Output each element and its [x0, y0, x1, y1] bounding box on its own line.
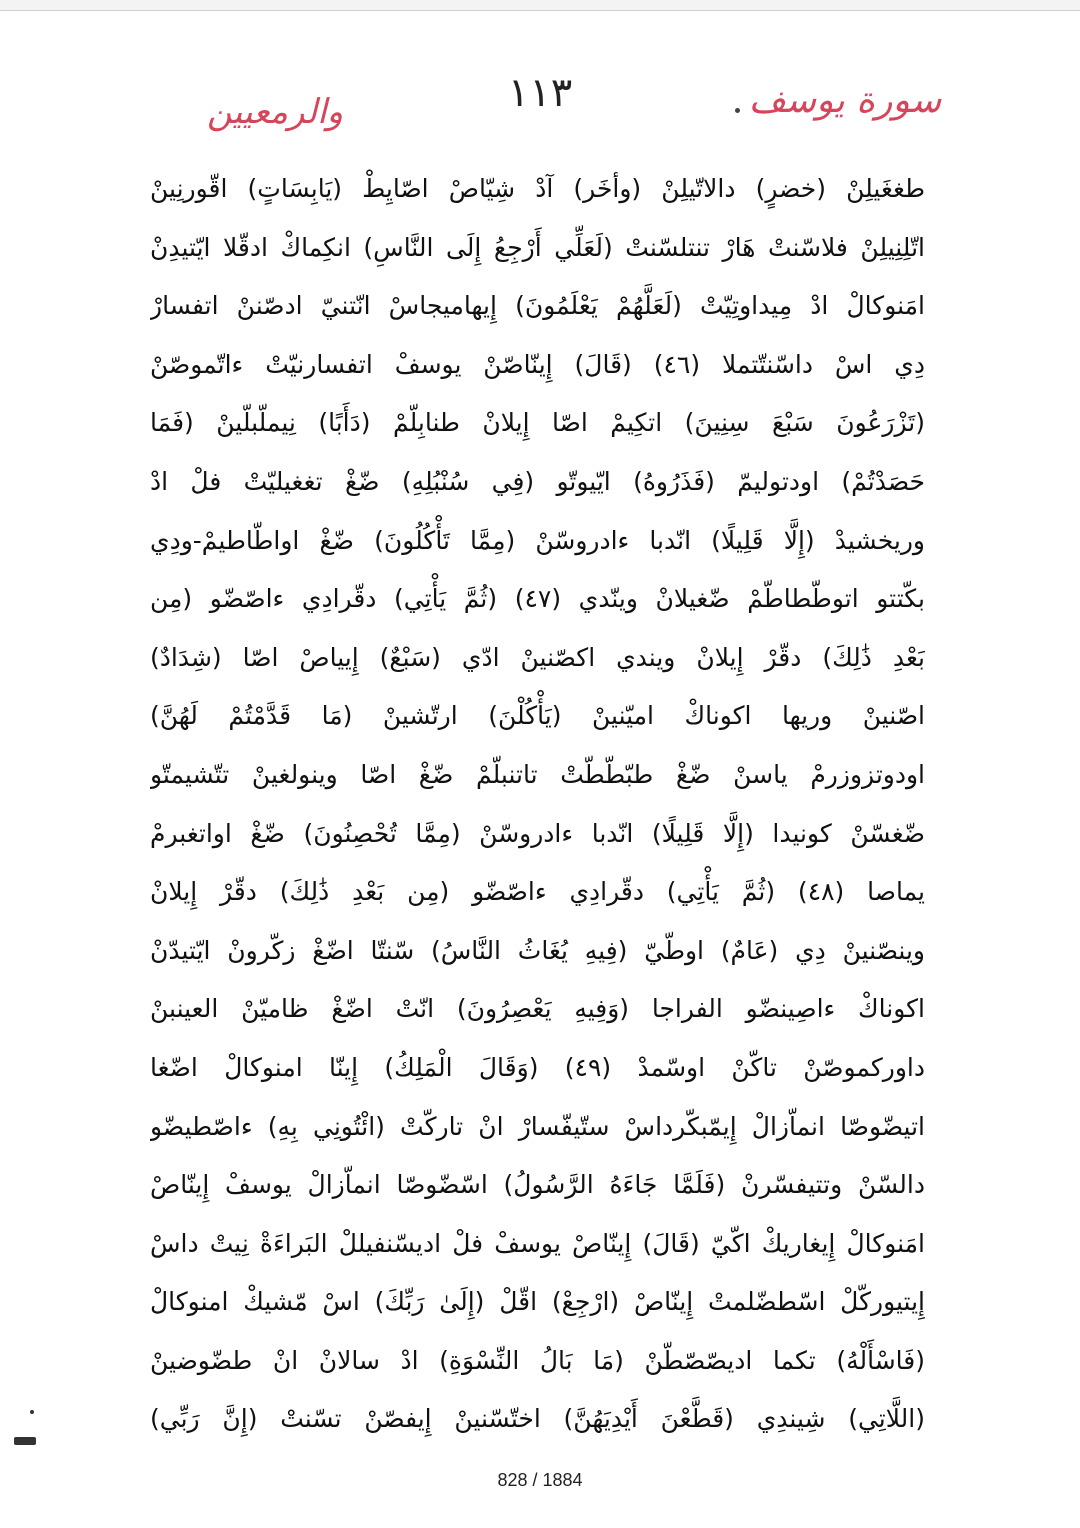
text-line: اصّنينْ وريها اكوناكْ اميّنينْ (يَأْكُلْنَ) ارتّشينْ (مَا قَدَّمْتُمْ لَهُنَّ) [150, 701, 925, 731]
text-line: يماصا (٤٨) (ثُمَّ يَأْتِي) دقّرادِي ءاصّضّو (مِن بَعْدِ ذَٰلِكَ) دقّرْ إِيلانْ [150, 877, 925, 907]
page-counter: 828 / 1884 [497, 1470, 583, 1490]
text-line: دالسّنْ وتتيفسّرنْ (فَلَمَّا جَاءَهُ الرَّسُولُ) اسّضّوصّا انماّزالْ يوسفْ إِينّاصْ [150, 1170, 925, 1200]
handwritten-margin-note: والرمعيين [207, 92, 343, 132]
text-line: وريخشيدْ (إِلَّا قَلِيلًا) انّدبا ءادروسّنْ (مِمَّا تَأْكُلُونَ) ضّغْ اواطّاطيمْ-ودِي [150, 525, 925, 555]
text-line: اتّلِنِيلِنْ فلاسّنتْ هَارْ تنتلسّنتْ (لَعَلِّي أَرْجِعُ إِلَى النَّاسِ) انكِماكْ ادقّلا ايّتيدِنْ [150, 232, 925, 262]
text-body [150, 160, 925, 1434]
text-line: دِي اسْ داسّنتّتملا (٤٦) (قَالَ) إِينّاصّنْ يوسفْ اتفسارنيّتْ ءاتّموصّنْ [150, 349, 925, 379]
dot-mark [735, 108, 740, 113]
text-line: داوركموصّنْ تاكّنْ اوسّمدْ (٤٩) (وَقَالَ الْمَلِكُ) إِينّا امنوكالْ اضّغا [150, 1052, 925, 1082]
text-line: بكّتتو اتوطّطاطّمْ ضّغيلانْ وينّدي (٤٧) (ثُمَّ يَأْتِي) دقّرادِي ءاصّضّو (مِن [150, 584, 925, 614]
text-line: ضّغسّنْ كونيدا (إِلَّا قَلِيلًا) انّدبا ءادروسّنْ (مِمَّا تُحْصِنُونَ) ضّغْ اواتغبرمْ [150, 818, 925, 848]
text-line: امَنوكالْ ادْ مِيداوتِيّتْ (لَعَلَّهُمْ يَعْلَمُونَ) إِيهاميجاسْ انّتنيّ ادصّننْ اتفسارْ [150, 291, 925, 321]
text-line: وينصّنينْ دِي (عَامٌ) اوطّيّ (فِيهِ يُغَاثُ النَّاسُ) سّنتّا اضّغْ زكّرونْ ايّتيدّنْ [150, 935, 925, 965]
page-top-edge [0, 0, 1080, 11]
text-line: طغغَيلِنْ (خضرٍ) دالاتّيلِنْ (وأخَر) آدْ شِيّاصْ اصّايِطْ (يَابِسَاتٍ) اقّورنِينْ [150, 174, 925, 203]
text-line: حَصَدْتُمْ) اودتوليمّ (فَذَرُوهُ) ايّيوتّو (فِي سُنْبُلِهِ) ضّغْ تغغيليّتْ فلْ ادْ [150, 466, 925, 496]
margin-dash [14, 1437, 36, 1445]
text-line: إِيتيوركّلْ اسّطضّلمتْ إِينّاصْ (ارْجِعْ) اقّلْ (إِلَىٰ رَبِّكَ) اسْ مّشيكْ امنوكالْ [150, 1287, 925, 1317]
text-line: اكوناكْ ءاصِينضّو الفراجا (وَفِيهِ يَعْصِرُونَ) انّتْ اضّغْ ظاميّنْ العينبنْ [150, 994, 925, 1024]
text-line: (تَزْرَعُونَ سَبْعَ سِنِينَ) اتكِيمْ اصّا إِيلانْ طنابِلّمْ (دَأَبًا) نِيملّبلّينْ (فَمَا [150, 408, 925, 438]
text-line: (فَاسْأَلْهُ) تكما اديصّصّطّنْ (مَا بَالُ النِّسْوَةِ) ادْ سالانْ انْ طضّوضينْ [150, 1345, 925, 1375]
handwritten-surah-title: سورة يوسف [748, 80, 942, 121]
text-line: (اللَّاتِي) شِيندِي (قَطَّعْنَ أَيْدِيَهُنَّ) اختّسّنينْ إِيفصّنْ تسّنتْ (إِنَّ رَبِّي) [150, 1404, 925, 1434]
text-line: بَعْدِ ذَٰلِكَ) دقّرْ إِيلانْ ويندي اكصّنينْ ادّي (سَبْعٌ) إِيياصْ اصّا (شِدَادٌ) [150, 642, 925, 672]
text-line: اتيضّوصّا انماّزالْ إِيمّبكّرداسْ ستّيفّسارْ انْ تاركّتْ (ائْتُونِي بِهِ) ءاصّطيضّو [150, 1111, 925, 1141]
margin-mark [30, 1410, 34, 1414]
text-line: اودوتزوزرمْ ياسنْ ضّغْ طبّطّطّتْ تاتنبلّمْ ضّغْ اصّا وينولغينْ تتّشيمتّو [150, 759, 925, 789]
text-line: امَنوكالْ إِيغاريكْ اكّيّ (قَالَ) إِينّاصْ يوسفْ فلْ اديسّنفيللْ البَراءَةْ نِيتْ داسْ [150, 1228, 925, 1258]
page-number: ١١٣ [507, 70, 573, 116]
